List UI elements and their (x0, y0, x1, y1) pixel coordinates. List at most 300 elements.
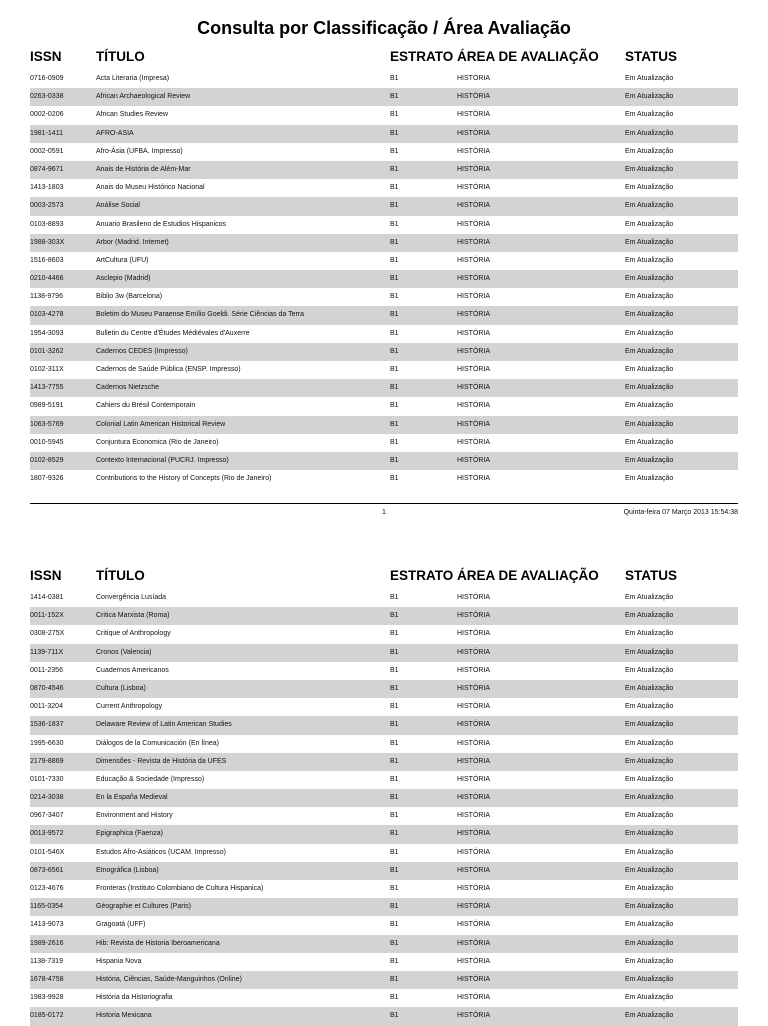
cell-estrato: B1 (390, 903, 399, 911)
column-header-issn: ISSN (30, 568, 62, 583)
cell-area: HISTÓRIA (457, 129, 491, 137)
cell-issn: 0874-9671 (30, 165, 64, 173)
cell-issn: 1139-711X (30, 648, 64, 656)
cell-issn: 0123-4676 (30, 885, 64, 892)
cell-estrato: B1 (390, 347, 399, 355)
cell-area: HISTÓRIA (457, 275, 491, 283)
cell-titulo: Current Anthropology (96, 703, 163, 711)
cell-status: Em Atualização (625, 666, 674, 674)
cell-titulo: Colonial Latin American Historical Review (96, 420, 226, 428)
cell-status: Em Atualização (625, 165, 674, 173)
cell-status: Em Atualização (625, 147, 674, 155)
cell-titulo: Critique of Anthropology (96, 630, 171, 638)
cell-estrato: B1 (390, 1012, 399, 1020)
cell-estrato: B1 (390, 939, 399, 947)
cell-area: HISTÓRIA (457, 757, 491, 765)
column-header-estrato: ESTRATO (390, 49, 454, 64)
table-row (30, 971, 738, 989)
cell-titulo: Cronos (Valencia) (96, 648, 152, 656)
cell-issn: 0011-2356 (30, 666, 63, 674)
cell-status: Em Atualização (625, 612, 674, 620)
cell-issn: 0101-546X (30, 848, 65, 856)
table-row (30, 434, 738, 452)
cell-titulo: Cahiers du Brésil Contemporain (96, 402, 196, 410)
cell-status: Em Atualização (625, 202, 674, 210)
cell-estrato: B1 (390, 311, 399, 319)
cell-area: HISTÓRIA (457, 775, 491, 783)
cell-estrato: B1 (390, 165, 399, 173)
cell-status: Em Atualização (625, 975, 674, 983)
cell-estrato: B1 (390, 129, 399, 137)
cell-titulo: African Archaeological Review (96, 93, 191, 101)
page-title: Consulta por Classificação / Área Avaliação (197, 18, 571, 38)
cell-area: HISTÓRIA (457, 311, 491, 319)
cell-issn: 1981-1411 (30, 129, 63, 137)
table-row (30, 698, 738, 716)
cell-status: Em Atualização (625, 757, 674, 765)
cell-area: HISTÓRIA (457, 366, 491, 373)
cell-estrato: B1 (390, 238, 399, 246)
cell-status: Em Atualização (625, 420, 674, 428)
table-row (30, 70, 738, 88)
cell-status: Em Atualização (625, 402, 674, 410)
table-row (30, 397, 738, 415)
cell-status: Em Atualização (625, 384, 674, 392)
table-row (30, 325, 738, 343)
cell-status: Em Atualização (625, 794, 674, 802)
cell-titulo: African Studies Review (96, 111, 168, 119)
cell-area: HISTÓRIA (457, 812, 491, 820)
cell-area: HISTÓRIA (457, 475, 491, 483)
table-row (30, 953, 738, 971)
cell-titulo: Cadernos CEDES (Impresso) (96, 347, 188, 355)
table-body (30, 589, 738, 1026)
cell-status: Em Atualização (625, 994, 674, 1002)
cell-area: HISTÓRIA (457, 903, 491, 911)
table-row (30, 306, 738, 324)
cell-status: Em Atualização (625, 721, 674, 729)
cell-issn: 0101-7330 (30, 775, 64, 783)
cell-status: Em Atualização (625, 111, 674, 119)
table-row (30, 379, 738, 397)
table-row (30, 935, 738, 953)
cell-estrato: B1 (390, 384, 399, 392)
cell-titulo: Hispania Nova (96, 957, 142, 965)
cell-estrato: B1 (390, 612, 399, 620)
page-number: 1 (382, 509, 386, 516)
cell-status: Em Atualização (625, 648, 674, 656)
column-header-issn: ISSN (30, 49, 62, 64)
cell-area: HISTÓRIA (457, 184, 491, 192)
cell-issn: 1516-8603 (30, 256, 64, 264)
cell-estrato: B1 (390, 184, 399, 192)
table-row (30, 644, 738, 662)
table-row (30, 753, 738, 771)
cell-titulo: Biblio 3w (Barcelona) (96, 293, 163, 301)
cell-status: Em Atualização (625, 75, 674, 82)
cell-issn: 1165-0354 (30, 903, 63, 911)
cell-titulo: Environment and History (96, 812, 173, 820)
cell-estrato: B1 (390, 757, 399, 765)
cell-status: Em Atualização (625, 939, 674, 947)
cell-area: HISTÓRIA (457, 402, 491, 410)
cell-issn: 1536-1837 (30, 721, 64, 729)
cell-titulo: Asclepio (Madrid) (96, 275, 151, 283)
table-row (30, 143, 738, 161)
cell-area: HISTÓRIA (457, 830, 491, 838)
table-row (30, 343, 738, 361)
column-header-area: ÁREA DE AVALIAÇÃO (457, 49, 599, 64)
cell-area: HISTÓRIA (457, 648, 491, 656)
column-header-area: ÁREA DE AVALIAÇÃO (457, 568, 599, 583)
cell-issn: 0308-275X (30, 630, 65, 638)
cell-estrato: B1 (390, 848, 399, 856)
cell-issn: 0873-6561 (30, 866, 64, 874)
cell-issn: 0214-3038 (30, 794, 64, 802)
cell-issn: 0102-8529 (30, 456, 64, 464)
cell-estrato: B1 (390, 666, 399, 674)
cell-issn: 1954-3093 (30, 329, 64, 337)
cell-issn: 0263-0338 (30, 93, 64, 101)
column-header-estrato: ESTRATO (390, 568, 454, 583)
cell-issn: 1138-7319 (30, 957, 63, 965)
cell-status: Em Atualização (625, 256, 674, 264)
cell-estrato: B1 (390, 739, 399, 747)
table-row (30, 735, 738, 753)
cell-estrato: B1 (390, 111, 399, 119)
cell-titulo: Arbor (Madrid. Internet) (96, 238, 169, 246)
cell-area: HISTÓRIA (457, 165, 491, 173)
cell-estrato: B1 (390, 220, 399, 228)
cell-issn: 0716-0909 (30, 75, 64, 82)
cell-titulo: Contributions to the History of Concepts (Rio de Janeiro) (96, 475, 272, 483)
cell-estrato: B1 (390, 921, 399, 929)
cell-titulo: Cadernos Nietzsche (96, 384, 160, 392)
cell-area: HISTÓRIA (457, 885, 491, 892)
cell-issn: 0101-3262 (30, 347, 64, 355)
cell-status: Em Atualização (625, 184, 674, 192)
cell-status: Em Atualização (625, 220, 674, 228)
cell-estrato: B1 (390, 147, 399, 155)
table-row (30, 452, 738, 470)
cell-area: HISTÓRIA (457, 384, 491, 392)
column-header-status: STATUS (625, 49, 677, 64)
cell-titulo: Anais do Museu Histórico Nacional (96, 184, 205, 192)
cell-issn: 1678-4758 (30, 975, 64, 983)
cell-titulo: Dimensões - Revista de História da UFES (96, 757, 227, 765)
cell-issn: 0103-8893 (30, 220, 64, 228)
cell-area: HISTÓRIA (457, 293, 491, 301)
column-header-status: STATUS (625, 568, 677, 583)
cell-area: HISTÓRIA (457, 420, 491, 428)
cell-estrato: B1 (390, 293, 399, 301)
cell-estrato: B1 (390, 648, 399, 656)
cell-status: Em Atualização (625, 129, 674, 137)
cell-titulo: Historia Mexicana (96, 1012, 152, 1020)
cell-titulo: História da Historiografia (96, 994, 173, 1002)
cell-titulo: Convergência Lusíada (96, 594, 167, 601)
cell-area: HISTÓRIA (457, 866, 491, 874)
cell-titulo: Análise Social (96, 202, 140, 210)
cell-estrato: B1 (390, 75, 399, 82)
cell-area: HISTÓRIA (457, 456, 491, 464)
table-row (30, 916, 738, 934)
cell-titulo: Géographie et Cultures (Paris) (96, 903, 191, 911)
column-header-titulo: TÍTULO (96, 49, 145, 64)
table-row (30, 862, 738, 880)
table-row (30, 470, 738, 488)
cell-estrato: B1 (390, 957, 399, 965)
cell-estrato: B1 (390, 721, 399, 729)
cell-titulo: Diálogos de la Comunicación (En línea) (96, 739, 219, 747)
cell-estrato: B1 (390, 438, 399, 446)
cell-area: HISTÓRIA (457, 630, 491, 638)
cell-estrato: B1 (390, 202, 399, 210)
cell-estrato: B1 (390, 885, 399, 892)
cell-status: Em Atualização (625, 630, 674, 638)
cell-titulo: Anais de História de Além-Mar (96, 165, 191, 173)
table-row (30, 288, 738, 306)
cell-titulo: Delaware Review of Latin American Studies (96, 721, 232, 729)
cell-issn: 1983-9928 (30, 994, 64, 1002)
cell-area: HISTÓRIA (457, 147, 491, 155)
cell-area: HISTÓRIA (457, 1012, 491, 1020)
cell-estrato: B1 (390, 420, 399, 428)
cell-estrato: B1 (390, 703, 399, 711)
cell-area: HISTÓRIA (457, 594, 491, 601)
table-row (30, 898, 738, 916)
table-row (30, 125, 738, 143)
cell-titulo: Etnográfica (Lisboa) (96, 866, 159, 874)
cell-area: HISTÓRIA (457, 256, 491, 264)
cell-status: Em Atualização (625, 885, 674, 892)
cell-titulo: En la España Medieval (96, 794, 168, 802)
cell-estrato: B1 (390, 329, 399, 337)
cell-titulo: Educação & Sociedade (Impresso) (96, 775, 205, 783)
table-row (30, 216, 738, 234)
cell-titulo: Estudos Afro-Asiáticos (UCAM. Impresso) (96, 848, 226, 856)
cell-issn: 0011-152X (30, 612, 64, 620)
cell-area: HISTÓRIA (457, 666, 491, 674)
cell-area: HISTÓRIA (457, 975, 491, 983)
cell-status: Em Atualização (625, 866, 674, 874)
cell-area: HISTÓRIA (457, 612, 491, 620)
results-table-page-1 (30, 48, 738, 488)
cell-area: HISTÓRIA (457, 684, 491, 692)
cell-estrato: B1 (390, 866, 399, 874)
cell-issn: 1995-6630 (30, 739, 64, 747)
cell-titulo: Contexto Internacional (PUCRJ. Impresso) (96, 456, 229, 464)
page-footer (30, 503, 738, 518)
table-body (30, 70, 738, 488)
cell-issn: 0011-3204 (30, 703, 63, 711)
cell-issn: 1413-1803 (30, 184, 64, 192)
table-row (30, 844, 738, 862)
cell-area: HISTÓRIA (457, 75, 491, 82)
table-row (30, 680, 738, 698)
print-timestamp: Quinta-feira 07 Março 2013 15:54:38 (623, 509, 738, 516)
cell-status: Em Atualização (625, 848, 674, 856)
cell-issn: 0989-5191 (30, 402, 64, 410)
cell-titulo: Bulletin du Centre d'Études Médiévales d'Auxerre (96, 329, 250, 337)
cell-titulo: Gragoatá (UFF) (96, 921, 146, 929)
results-table-page-2 (30, 567, 738, 1026)
cell-estrato: B1 (390, 975, 399, 983)
cell-area: HISTÓRIA (457, 703, 491, 711)
cell-status: Em Atualização (625, 293, 674, 301)
cell-titulo: Cadernos de Saúde Pública (ENSP. Impresso) (96, 366, 241, 373)
cell-estrato: B1 (390, 630, 399, 638)
cell-status: Em Atualização (625, 812, 674, 820)
table-row (30, 625, 738, 643)
cell-titulo: Cuadernos Americanos (96, 666, 169, 674)
cell-status: Em Atualização (625, 903, 674, 911)
table-row (30, 252, 738, 270)
cell-titulo: Anuario Brasileno de Estudios Hispanicos (96, 220, 226, 228)
cell-area: HISTÓRIA (457, 957, 491, 965)
cell-area: HISTÓRIA (457, 721, 491, 729)
cell-titulo: Afro-Ásia (UFBA. Impresso) (96, 147, 183, 155)
cell-status: Em Atualização (625, 594, 674, 601)
cell-status: Em Atualização (625, 438, 674, 446)
cell-issn: 2179-8869 (30, 757, 64, 765)
cell-titulo: Conjuntura Economica (Rio de Janeiro) (96, 438, 219, 446)
cell-area: HISTÓRIA (457, 220, 491, 228)
cell-area: HISTÓRIA (457, 939, 491, 947)
cell-issn: 1807-9326 (30, 475, 64, 483)
cell-titulo: ArtCultura (UFU) (96, 256, 149, 264)
cell-status: Em Atualização (625, 456, 674, 464)
table-row (30, 771, 738, 789)
cell-status: Em Atualização (625, 366, 674, 373)
table-row (30, 789, 738, 807)
table-header (30, 567, 738, 589)
table-header (30, 48, 738, 70)
cell-issn: 0210-4466 (30, 275, 64, 283)
table-row (30, 179, 738, 197)
cell-status: Em Atualização (625, 830, 674, 838)
cell-status: Em Atualização (625, 739, 674, 747)
cell-status: Em Atualização (625, 93, 674, 101)
cell-status: Em Atualização (625, 684, 674, 692)
cell-area: HISTÓRIA (457, 111, 491, 119)
cell-status: Em Atualização (625, 475, 674, 483)
cell-estrato: B1 (390, 994, 399, 1002)
cell-estrato: B1 (390, 830, 399, 838)
cell-issn: 0013-9572 (30, 830, 64, 838)
table-row (30, 88, 738, 106)
cell-issn: 1063-5769 (30, 420, 64, 428)
cell-titulo: Cultura (Lisboa) (96, 684, 146, 692)
cell-issn: 1989-2616 (30, 939, 64, 947)
cell-area: HISTÓRIA (457, 93, 491, 101)
cell-area: HISTÓRIA (457, 329, 491, 337)
table-row (30, 106, 738, 124)
cell-status: Em Atualização (625, 275, 674, 283)
cell-issn: 1414-0381 (30, 594, 64, 601)
cell-issn: 1413-9073 (30, 921, 64, 929)
cell-area: HISTÓRIA (457, 438, 491, 446)
cell-titulo: Epigraphica (Faenza) (96, 830, 163, 838)
table-row (30, 161, 738, 179)
cell-titulo: Acta Literaria (Impresa) (96, 75, 170, 82)
table-row (30, 270, 738, 288)
cell-status: Em Atualização (625, 921, 674, 929)
cell-status: Em Atualização (625, 238, 674, 246)
table-row (30, 416, 738, 434)
cell-estrato: B1 (390, 366, 399, 373)
cell-titulo: Boletim do Museu Paraense Emílio Goeldi. Série Ciências da Terra (96, 311, 305, 319)
cell-estrato: B1 (390, 93, 399, 101)
cell-area: HISTÓRIA (457, 794, 491, 802)
table-row (30, 1007, 738, 1025)
cell-area: HISTÓRIA (457, 739, 491, 747)
table-row (30, 807, 738, 825)
cell-estrato: B1 (390, 256, 399, 264)
cell-estrato: B1 (390, 812, 399, 820)
table-row (30, 716, 738, 734)
cell-issn: 0870-4546 (30, 684, 64, 692)
cell-issn: 0003-2573 (30, 202, 64, 210)
cell-issn: 1413-7755 (30, 384, 64, 392)
cell-titulo: Critica Marxista (Roma) (96, 612, 170, 620)
table-row (30, 361, 738, 379)
column-header-titulo: TÍTULO (96, 568, 145, 583)
cell-titulo: Hib: Revista de Historia Iberoamericana (96, 939, 220, 947)
cell-titulo: Fronteras (Instituto Colombiano de Cultura Hispanica) (96, 885, 264, 892)
cell-estrato: B1 (390, 456, 399, 464)
table-row (30, 234, 738, 252)
cell-status: Em Atualização (625, 347, 674, 355)
cell-estrato: B1 (390, 402, 399, 410)
cell-issn: 0002-0206 (30, 111, 64, 119)
cell-estrato: B1 (390, 594, 399, 601)
table-row (30, 880, 738, 898)
cell-status: Em Atualização (625, 311, 674, 319)
cell-issn: 1138-9796 (30, 293, 63, 301)
cell-estrato: B1 (390, 475, 399, 483)
cell-status: Em Atualização (625, 1012, 674, 1020)
table-row (30, 589, 738, 607)
cell-issn: 0967-3407 (30, 812, 64, 820)
cell-status: Em Atualização (625, 703, 674, 711)
cell-estrato: B1 (390, 775, 399, 783)
cell-issn: 0103-4278 (30, 311, 64, 319)
cell-issn: 0185-0172 (30, 1012, 64, 1020)
cell-status: Em Atualização (625, 329, 674, 337)
table-row (30, 607, 738, 625)
table-row (30, 989, 738, 1007)
table-row (30, 825, 738, 843)
cell-status: Em Atualização (625, 957, 674, 965)
cell-status: Em Atualização (625, 775, 674, 783)
cell-area: HISTÓRIA (457, 994, 491, 1002)
cell-area: HISTÓRIA (457, 347, 491, 355)
cell-issn: 1988-303X (30, 238, 65, 246)
cell-area: HISTÓRIA (457, 921, 491, 929)
cell-estrato: B1 (390, 275, 399, 283)
table-row (30, 197, 738, 215)
cell-estrato: B1 (390, 794, 399, 802)
cell-area: HISTÓRIA (457, 848, 491, 856)
table-row (30, 662, 738, 680)
cell-issn: 0102-311X (30, 366, 64, 373)
cell-area: HISTÓRIA (457, 202, 491, 210)
cell-titulo: AFRO-ASIA (96, 129, 134, 137)
cell-issn: 0010-5945 (30, 438, 64, 446)
cell-titulo: História, Ciências, Saúde-Manguinhos (Online) (96, 975, 242, 983)
cell-area: HISTÓRIA (457, 238, 491, 246)
